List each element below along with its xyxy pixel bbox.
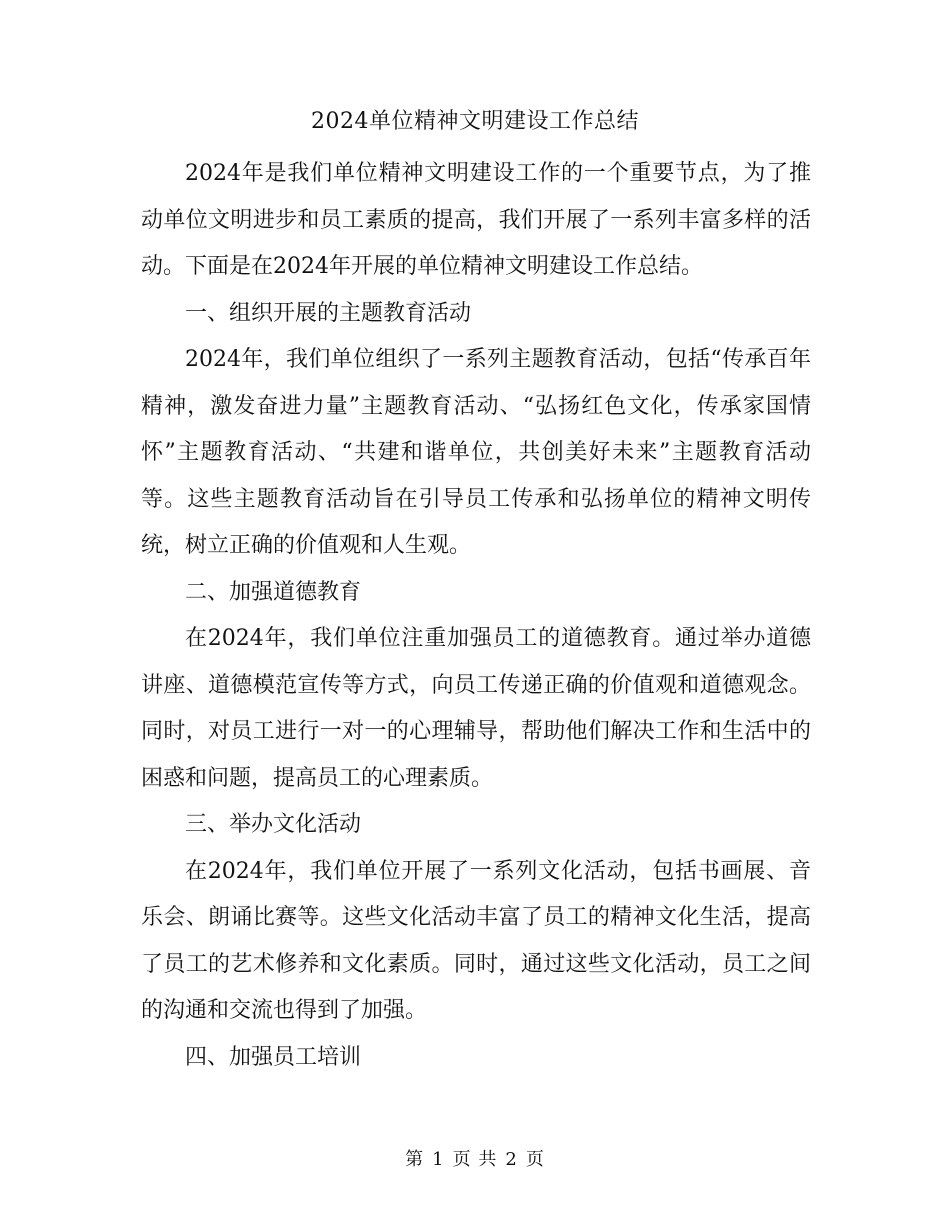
paragraph-section-1: 2024年，我们单位组织了一系列主题教育活动，包括“传承百年精神，激发奋进力量”主题教育活动、“弘扬红色文化，传承家国情怀”主题教育活动、“共建和谐单位，共创美好未来”主题教育活动等。这些主题教育活动旨在引导员工传承和弘扬单位的精神文明传统，树立正确的价值观和人生观。: [141, 347, 811, 558]
document-title: 2024单位精神文明建设工作总结: [311, 109, 639, 134]
footer-middle: 页 共: [452, 1149, 498, 1170]
section-heading-3: 三、举办文化活动: [185, 812, 362, 837]
footer-current-page: 1: [432, 1149, 445, 1170]
paragraph-section-3: 在2024年，我们单位开展了一系列文化活动，包括书画展、音乐会、朗诵比赛等。这些文化活动丰富了员工的精神文化生活，提高了员工的艺术修养和文化素质。同时，通过这些文化活动，员工之间的沟通和交流也得到了加强。: [141, 858, 811, 1023]
section-heading-2: 二、加强道德教育: [185, 579, 362, 605]
footer-prefix: 第: [405, 1149, 425, 1170]
section-heading-4: 四、加强员工培训: [185, 1044, 362, 1070]
page-footer: [0, 1146, 950, 1174]
paragraph-intro: 2024年是我们单位精神文明建设工作的一个重要节点，为了推动单位文明进步和员工素质的提高，我们开展了一系列丰富多样的活动。下面是在2024年开展的单位精神文明建设工作总结。: [141, 161, 811, 279]
document-body: [141, 151, 811, 1081]
footer-suffix: 页: [525, 1149, 545, 1170]
paragraph-section-2: 在2024年，我们单位注重加强员工的道德教育。通过举办道德讲座、道德模范宣传等方式，向员工传递正确的价值观和道德观念。同时，对员工进行一对一的心理辅导，帮助他们解决工作和生活中的困惑和问题，提高员工的心理素质。: [141, 626, 811, 791]
section-heading-1: 一、组织开展的主题教育活动: [185, 300, 472, 326]
footer-total-pages: 2: [505, 1149, 518, 1170]
